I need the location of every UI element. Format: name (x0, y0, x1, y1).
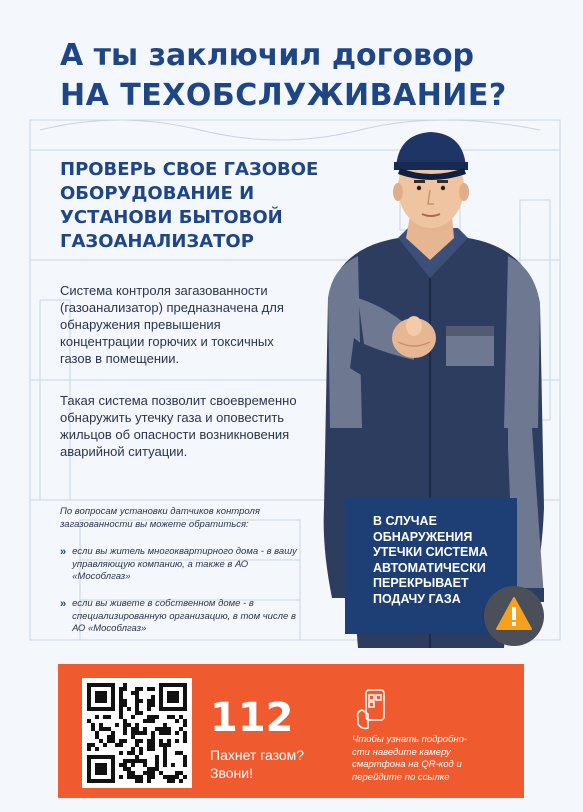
auto-shutoff-text: В СЛУЧАЕ ОБНАРУЖЕНИЯ УТЕЧКИ СИСТЕМА АВТОМАТИЧЕСКИ ПЕРЕКРЫВАЕТ ПОДАЧУ ГАЗА (373, 514, 488, 606)
emergency-number: 112 (210, 695, 294, 741)
chevron-bullet-icon: » (60, 598, 67, 610)
warning-badge (484, 586, 544, 646)
smartphone-qr-icon (354, 688, 388, 732)
qr-code-graphic (82, 678, 192, 788)
contact-item-text: если вы живете в собственном доме - в специализированную организацию, в том числе в АО «Мособлгаз» (72, 598, 296, 634)
contact-list-item (60, 598, 305, 636)
subheadline: ПРОВЕРЬ СВОЕ ГАЗОВОЕ ОБОРУДОВАНИЕ И УСТАНОВИ БЫТОВОЙ ГАЗОАНАЛИЗАТОР (60, 159, 319, 252)
page-title (60, 36, 560, 116)
contacts-intro: По вопросам установки датчиков контроля загазованности вы можете обратиться: (60, 506, 260, 530)
chevron-bullet-icon: » (60, 546, 67, 558)
body-paragraph-1: Система контроля загазованности (газоанализатор) предназначена для обнаружения превышения концентрации горючих и токсичных газов в помещении. (60, 283, 284, 366)
qr-instruction: Чтобы узнать подробно-сти наведите камеру смартфона на QR-код и перейдите по ссылке (352, 734, 468, 783)
emergency-caption: Пахнет газом? Звони! (210, 747, 305, 781)
footer-banner (58, 664, 524, 798)
contact-list-item (60, 546, 305, 584)
body-paragraph-2: Такая система позволит своевременно обнаружить утечку газа и оповестить жильцов об опасности возникновения аварийной ситуации. (60, 393, 297, 459)
warning-triangle-icon (495, 596, 533, 632)
qr-code[interactable] (82, 678, 192, 788)
contact-item-text: если вы житель многоквартирного дома - в вашу управляющую компанию, а также в АО «Мособлгаз» (72, 546, 297, 582)
title-line-1: А ты заключил договор (60, 38, 475, 73)
title-line-2: НА ТЕХОБСЛУЖИВАНИЕ? (60, 78, 507, 113)
